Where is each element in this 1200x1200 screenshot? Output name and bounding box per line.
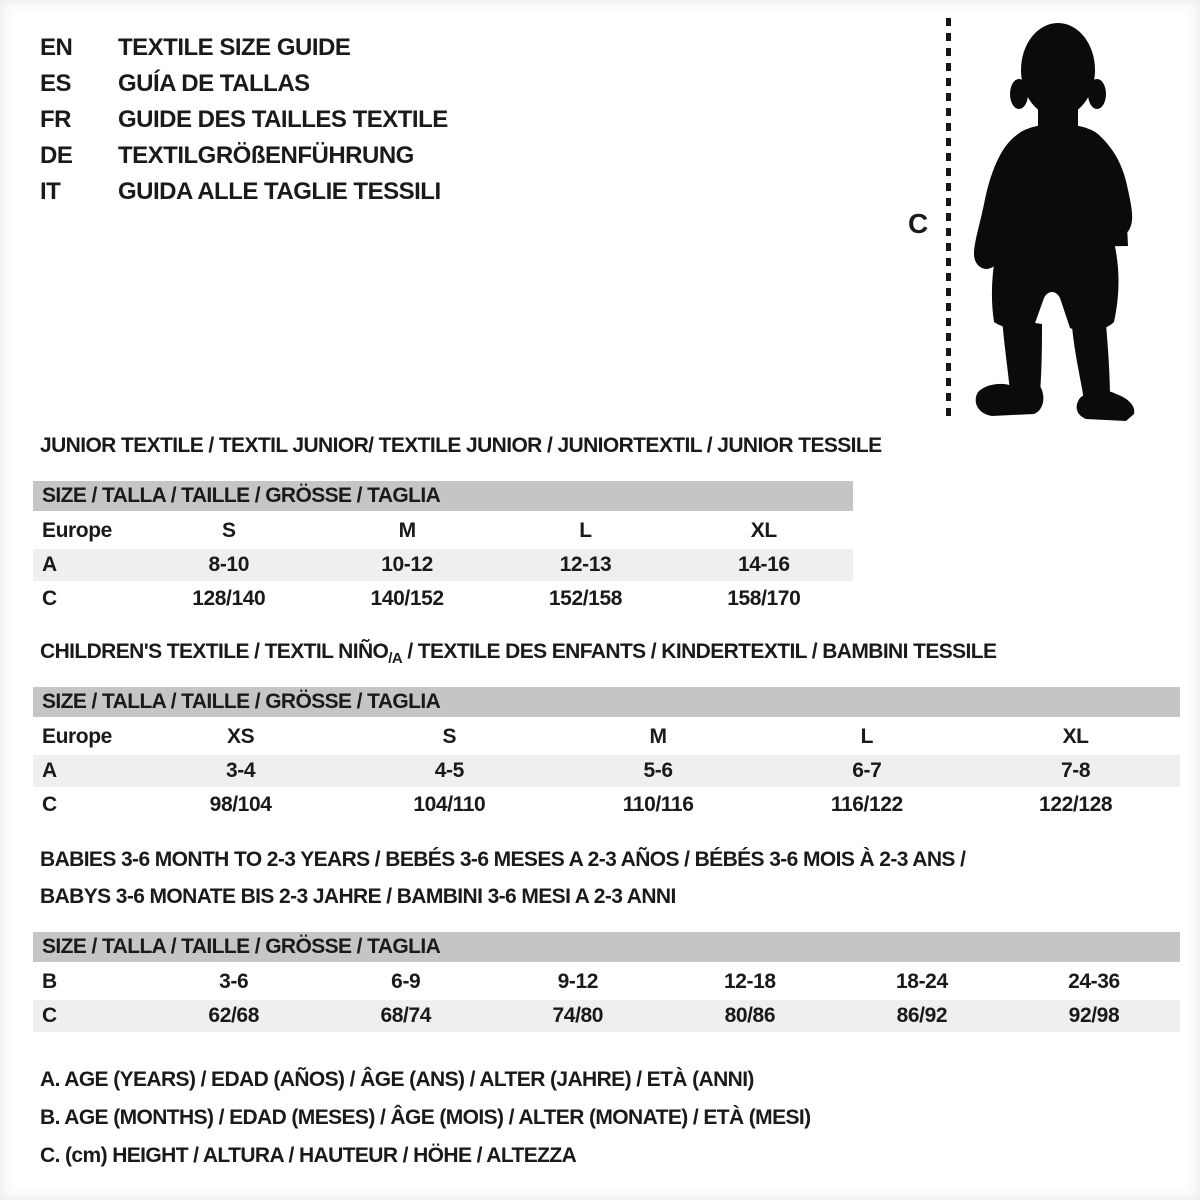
babies-height-row xyxy=(33,999,1180,1032)
children-region-row xyxy=(33,719,1180,754)
babies-size-header-band: SIZE / TALLA / TAILLE / GRÖSSE / TAGLIA xyxy=(33,932,1180,964)
lang-code-it: IT xyxy=(40,178,61,205)
babies-section-title-line2: BABYS 3-6 MONATE BIS 2-3 JAHRE / BAMBINI 3-6 MESI A 2-3 ANNI xyxy=(40,885,676,908)
table-cell: 122/128 xyxy=(971,788,1180,821)
lang-row-fr xyxy=(40,102,448,138)
guide-title-es: GUÍA DE TALLAS xyxy=(118,70,310,97)
guide-title-en: TEXTILE SIZE GUIDE xyxy=(118,34,351,61)
children-size-table xyxy=(33,687,1180,821)
table-cell: 128/140 xyxy=(140,582,318,615)
children-height-row xyxy=(33,788,1180,821)
size-cell: M xyxy=(318,513,496,548)
table-cell: 110/116 xyxy=(554,788,763,821)
size-cell: XS xyxy=(136,719,345,754)
table-cell: 5-6 xyxy=(554,754,763,788)
height-measure-label: C xyxy=(908,208,929,239)
guide-title-it: GUIDA ALLE TAGLIE TESSILI xyxy=(118,178,441,205)
row-label: C xyxy=(33,582,140,615)
junior-height-row xyxy=(33,582,853,615)
size-cell: XL xyxy=(971,719,1180,754)
size-cell: L xyxy=(762,719,971,754)
babies-size-table xyxy=(33,932,1180,1032)
table-cell: 4-5 xyxy=(345,754,554,788)
lang-code-fr: FR xyxy=(40,106,71,133)
table-cell: 3-4 xyxy=(136,754,345,788)
children-size-header-band: SIZE / TALLA / TAILLE / GRÖSSE / TAGLIA xyxy=(33,687,1180,719)
region-label: Europe xyxy=(33,513,140,548)
table-cell: 140/152 xyxy=(318,582,496,615)
table-cell: 3-6 xyxy=(148,964,320,999)
size-cell: L xyxy=(496,513,674,548)
lang-row-es xyxy=(40,66,448,102)
guide-title-de: TEXTILGRÖßENFÜHRUNG xyxy=(118,142,414,169)
table-cell: 6-9 xyxy=(320,964,492,999)
table-cell: 116/122 xyxy=(762,788,971,821)
guide-title-fr: GUIDE DES TAILLES TEXTILE xyxy=(118,106,448,133)
children-title-sub: /A xyxy=(388,650,403,668)
junior-size-header-band: SIZE / TALLA / TAILLE / GRÖSSE / TAGLIA xyxy=(33,481,853,513)
legend-age-years: A. AGE (YEARS) / EDAD (AÑOS) / ÂGE (ANS) / ALTER (JAHRE) / ETÀ (ANNI) xyxy=(40,1068,754,1091)
children-title-prefix: CHILDREN'S TEXTILE / TEXTIL NIÑO xyxy=(40,640,389,663)
row-label: C xyxy=(33,788,136,821)
size-cell: S xyxy=(345,719,554,754)
toddler-silhouette-icon xyxy=(958,14,1148,424)
row-label: A xyxy=(33,754,136,788)
lang-row-en xyxy=(40,30,448,66)
babies-months-row xyxy=(33,964,1180,999)
table-cell: 7-8 xyxy=(971,754,1180,788)
lang-row-de xyxy=(40,138,448,174)
table-cell: 6-7 xyxy=(762,754,971,788)
language-title-list xyxy=(40,30,448,210)
lang-code-de: DE xyxy=(40,142,73,169)
table-cell: 24-36 xyxy=(1008,964,1180,999)
lang-code-en: EN xyxy=(40,34,73,61)
row-label: B xyxy=(33,964,148,999)
table-cell: 12-13 xyxy=(496,548,674,582)
lang-code-es: ES xyxy=(40,70,72,97)
table-cell: 152/158 xyxy=(496,582,674,615)
table-cell: 9-12 xyxy=(492,964,664,999)
junior-region-row xyxy=(33,513,853,548)
lang-row-it xyxy=(40,174,448,210)
figure-area xyxy=(900,10,1160,425)
children-title-suffix: / TEXTILE DES ENFANTS / KINDERTEXTIL / BAMBINI TESSILE xyxy=(402,640,997,663)
table-cell: 18-24 xyxy=(836,964,1008,999)
legend-height-cm: C. (cm) HEIGHT / ALTURA / HAUTEUR / HÖHE / ALTEZZA xyxy=(40,1144,577,1167)
table-cell: 158/170 xyxy=(675,582,853,615)
table-cell: 104/110 xyxy=(345,788,554,821)
table-cell: 12-18 xyxy=(664,964,836,999)
size-cell: M xyxy=(554,719,763,754)
table-cell: 10-12 xyxy=(318,548,496,582)
junior-age-row xyxy=(33,548,853,582)
junior-section-title: JUNIOR TEXTILE / TEXTIL JUNIOR/ TEXTILE JUNIOR / JUNIORTEXTIL / JUNIOR TESSILE xyxy=(40,434,882,457)
babies-section-title-line1: BABIES 3-6 MONTH TO 2-3 YEARS / BEBÉS 3-6 MESES A 2-3 AÑOS / BÉBÉS 3-6 MOIS À 2-3 ANS / xyxy=(40,848,966,871)
table-cell: 14-16 xyxy=(675,548,853,582)
height-measure-dashed-line xyxy=(946,18,951,418)
table-cell: 8-10 xyxy=(140,548,318,582)
children-section-title xyxy=(40,640,996,667)
size-cell: S xyxy=(140,513,318,548)
table-cell: 74/80 xyxy=(492,999,664,1032)
table-cell: 80/86 xyxy=(664,999,836,1032)
table-cell: 68/74 xyxy=(320,999,492,1032)
row-label: A xyxy=(33,548,140,582)
table-cell: 62/68 xyxy=(148,999,320,1032)
children-age-row xyxy=(33,754,1180,788)
table-cell: 92/98 xyxy=(1008,999,1180,1032)
junior-size-table xyxy=(33,481,853,615)
table-cell: 98/104 xyxy=(136,788,345,821)
table-cell: 86/92 xyxy=(836,999,1008,1032)
size-cell: XL xyxy=(675,513,853,548)
legend-age-months: B. AGE (MONTHS) / EDAD (MESES) / ÂGE (MOIS) / ALTER (MONATE) / ETÀ (MESI) xyxy=(40,1106,811,1129)
row-label: C xyxy=(33,999,148,1032)
region-label: Europe xyxy=(33,719,136,754)
